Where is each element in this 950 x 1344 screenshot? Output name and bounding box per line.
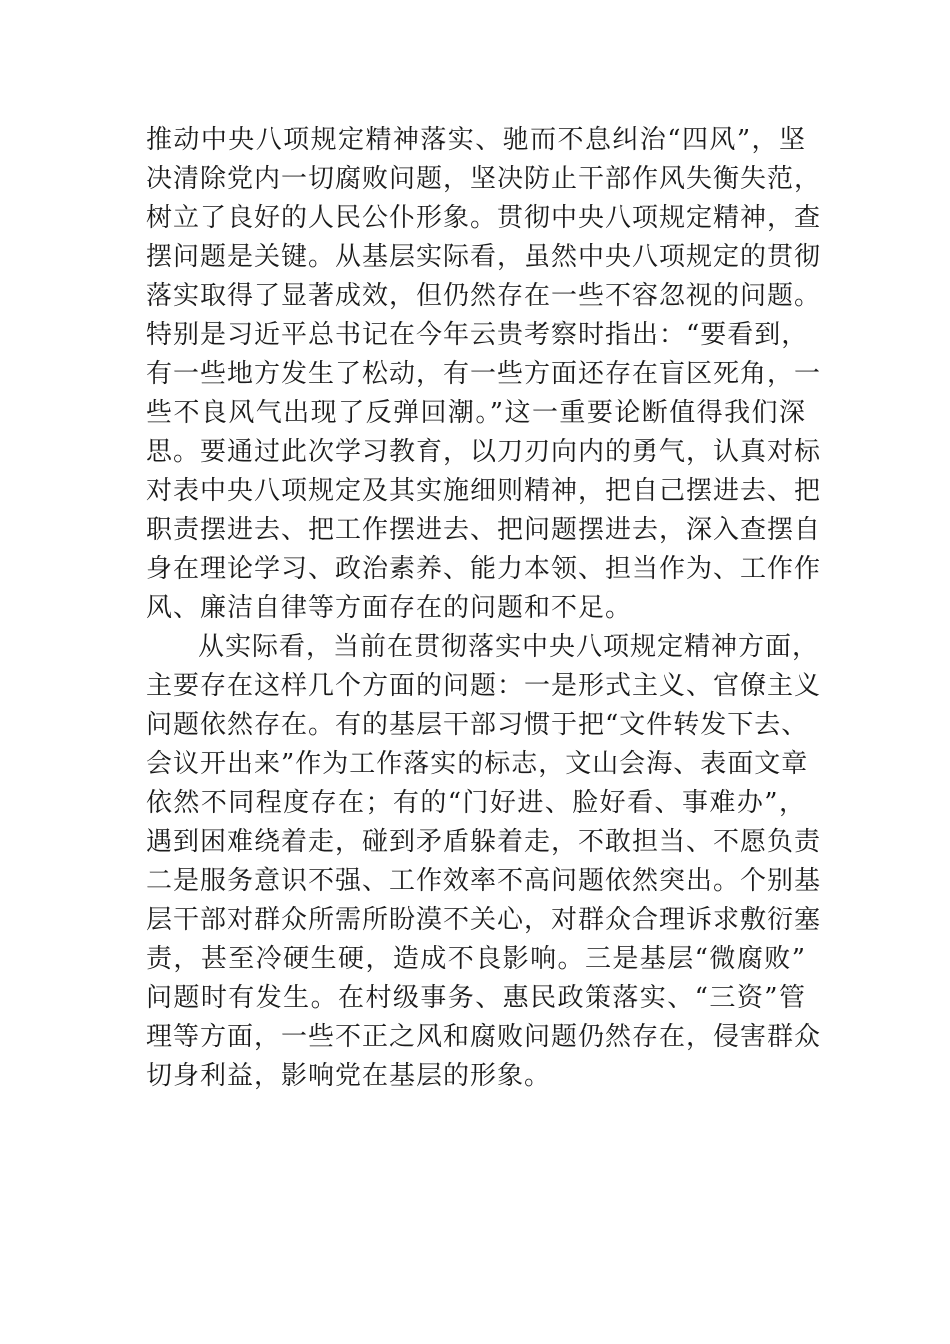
- text-line: 决清除党内一切腐败问题，坚决防止干部作风失衡失范，: [146, 164, 822, 194]
- text-line: 依然不同程度存在；有的“门好进、脸好看、事难办”，: [146, 788, 806, 818]
- text-line: 对表中央八项规定及其实施细则精神，把自己摆进去、把: [146, 476, 822, 506]
- text-line: 问题时有发生。在村级事务、惠民政策落实、“三资”管: [146, 983, 806, 1013]
- text-line: 层干部对群众所需所盼漠不关心，对群众合理诉求敷衍塞: [146, 905, 822, 935]
- text-line: 思。要通过此次学习教育，以刀刃向内的勇气，认真对标: [146, 437, 822, 467]
- text-line: 推动中央八项规定精神落实、驰而不息纠治“四风”，坚: [146, 125, 806, 155]
- text-line: 遇到困难绕着走，碰到矛盾躲着走，不敢担当、不愿负责: [146, 827, 822, 857]
- text-line: 问题依然存在。有的基层干部习惯于把“文件转发下去、: [146, 710, 809, 740]
- text-line: 责，甚至冷硬生硬，造成不良影响。三是基层“微腐败”: [146, 944, 806, 974]
- text-line: 身在理论学习、政治素养、能力本领、担当作为、工作作: [146, 554, 822, 584]
- paragraph-1: [146, 121, 822, 628]
- text-line: 二是服务意识不强、工作效率不高问题依然突出。个别基: [146, 866, 822, 896]
- text-line: 主要存在这样几个方面的问题：一是形式主义、官僚主义: [146, 671, 822, 701]
- text-line: 会议开出来”作为工作落实的标志，文山会海、表面文章: [146, 749, 809, 779]
- document-body: [146, 121, 822, 1096]
- text-line: 风、廉洁自律等方面存在的问题和不足。: [146, 593, 633, 623]
- text-line: 特别是习近平总书记在今年云贵考察时指出：“要看到，: [146, 320, 809, 350]
- text-line: 摆问题是关键。从基层实际看，虽然中央八项规定的贯彻: [146, 242, 822, 272]
- text-line: 职责摆进去、把工作摆进去、把问题摆进去，深入查摆自: [146, 515, 822, 545]
- text-line: 落实取得了显著成效，但仍然存在一些不容忽视的问题。: [146, 281, 822, 311]
- text-line: 树立了良好的人民公仆形象。贯彻中央八项规定精神，查: [146, 203, 822, 233]
- text-line: 些不良风气出现了反弹回潮。”这一重要论断值得我们深: [146, 398, 806, 428]
- text-line: 切身利益，影响党在基层的形象。: [146, 1061, 552, 1091]
- paragraph-2: [146, 628, 822, 1096]
- text-line: 理等方面，一些不正之风和腐败问题仍然存在，侵害群众: [146, 1022, 822, 1052]
- text-line: 有一些地方发生了松动，有一些方面还存在盲区死角，一: [146, 359, 822, 389]
- text-line: 从实际看，当前在贯彻落实中央八项规定精神方面，: [198, 632, 820, 662]
